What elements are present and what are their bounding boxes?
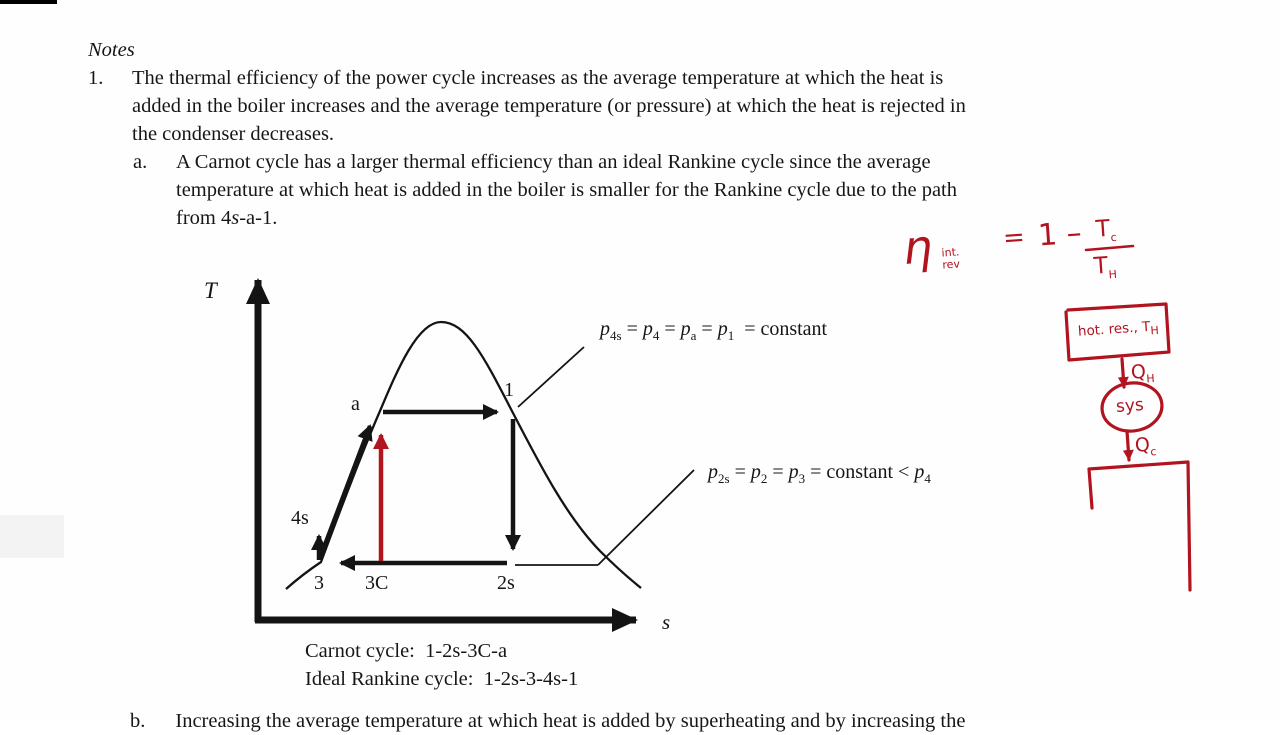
item1-line3: the condenser decreases.: [132, 123, 335, 145]
equation-tail: = constant: [734, 318, 828, 340]
equals: =: [696, 318, 718, 340]
eta-sub-rev: rev: [941, 257, 961, 272]
qc-label: [1134, 433, 1157, 459]
q-symbol: Q: [1134, 433, 1151, 457]
item1a-line3-pre: from 4: [176, 207, 232, 229]
item1a-line1: A Carnot cycle has a larger thermal efficiency than an ideal Rankine cycle since the average: [176, 151, 931, 173]
item1a-line3-post: -a-1.: [239, 207, 278, 229]
th-symbol: T: [1093, 252, 1109, 280]
system-label: sys: [1115, 395, 1145, 417]
item1-line2: added in the boiler increases and the average temperature (or pressure) at which the heat is rejected in: [132, 95, 966, 117]
p-symbol: p: [680, 318, 691, 340]
hot-res-t-sub: H: [1150, 323, 1160, 338]
y-axis-label: T: [204, 278, 217, 303]
p-symbol: p: [642, 318, 653, 340]
x-axis-label: s: [662, 610, 671, 634]
fraction-numerator: [1095, 215, 1117, 245]
p-sub-2: 2: [760, 471, 768, 486]
p-sub-2s: 2s: [718, 471, 730, 486]
point-a-label: a: [351, 393, 360, 415]
p-symbol: p: [717, 318, 728, 340]
hot-res-t: T: [1141, 318, 1151, 336]
eta-subscript: [941, 246, 960, 271]
item1a-marker: a.: [133, 151, 148, 173]
eta-sub-int: int.: [941, 245, 960, 260]
hot-res-text: hot. res.,: [1077, 319, 1143, 340]
high-pressure-equation: [600, 318, 827, 344]
q-symbol: Q: [1130, 360, 1147, 384]
p-symbol: p: [708, 461, 718, 483]
formula-equals: =: [1001, 222, 1026, 254]
fraction-denominator: [1093, 252, 1117, 282]
equals: =: [767, 461, 789, 483]
arrow-4s-to-a: [320, 426, 370, 558]
qh-label: [1130, 360, 1155, 386]
p-symbol: p: [914, 461, 925, 483]
notes-heading: Notes: [88, 39, 135, 61]
point-2s-label: 2s: [497, 572, 515, 594]
qc-arrow: [1127, 431, 1129, 460]
p-sub-a: a: [690, 328, 697, 343]
carnot-cycle-caption: Carnot cycle: 1-2s-3C-a: [305, 640, 508, 662]
eta-symbol: η: [901, 219, 935, 275]
pressure-line-low-pointer: [598, 470, 694, 565]
low-pressure-equation: [708, 461, 931, 487]
equals: =: [729, 461, 751, 483]
cold-reservoir-box: [1089, 462, 1190, 590]
item1b-marker: b.: [130, 710, 146, 732]
item1b-text: Increasing the average temperature at which heat is added by superheating and by increasing the: [175, 710, 966, 732]
point-3-label: 3: [314, 572, 324, 594]
p-sub-1: 1: [727, 328, 735, 343]
p-symbol: p: [788, 461, 799, 483]
equals: =: [659, 318, 681, 340]
th-subscript: H: [1108, 267, 1118, 282]
p-sub-3: 3: [798, 471, 806, 486]
fraction-bar: [1086, 246, 1133, 250]
vapor-dome-curve: [286, 322, 641, 589]
qc-subscript: c: [1149, 445, 1157, 459]
item1-line1: The thermal efficiency of the power cycle increases as the average temperature at which the heat is: [132, 67, 944, 89]
item1b-partial-line: [130, 707, 965, 735]
tc-symbol: T: [1095, 215, 1111, 243]
point-4s-label: 4s: [291, 507, 309, 529]
formula-one-minus: 1 –: [1036, 215, 1083, 254]
p-sub-4: 4: [652, 328, 660, 343]
p-symbol: p: [600, 318, 610, 340]
pressure-line-high-pointer: [518, 347, 584, 407]
p-sub-4s: 4s: [610, 328, 622, 343]
p-symbol: p: [750, 461, 761, 483]
point-3c-label: 3C: [365, 572, 389, 594]
item1a-line3-italic-s: s: [231, 207, 240, 229]
item1-marker: 1.: [88, 67, 104, 89]
qh-subscript: H: [1145, 371, 1156, 386]
tc-subscript: c: [1110, 230, 1118, 245]
equation-tail: = constant <: [805, 461, 915, 483]
point-1-label: 1: [504, 379, 514, 401]
equals: =: [621, 318, 643, 340]
p-sub-4: 4: [924, 471, 931, 486]
rankine-cycle-caption: Ideal Rankine cycle: 1-2s-3-4s-1: [305, 668, 579, 690]
item1a-line2: temperature at which heat is added in the boiler is smaller for the Rankine cycle due to the path: [176, 179, 958, 201]
